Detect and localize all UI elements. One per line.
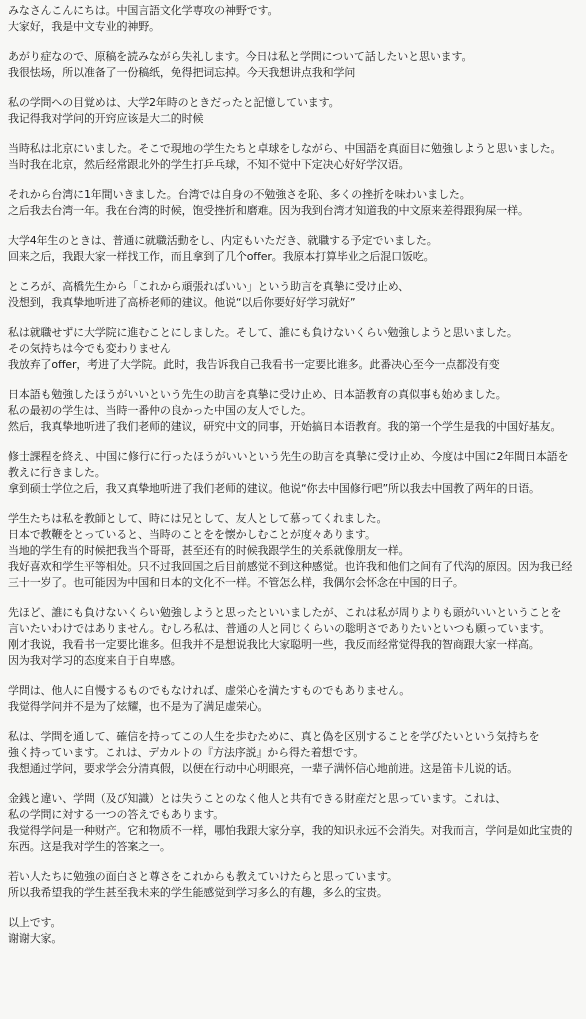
paragraph [8,233,578,265]
text-line: 私の学問に対する一つの答えでもあります。 [8,808,225,821]
text-line: 私は就職せずに大学院に進むことにしました。そして、誰にも負けないくらい勉強しようと思いました。 [8,326,518,339]
paragraph [8,387,578,435]
text-line: 当时我在北京，然后经常跟北外的学生打乒乓球，不知不觉中下定决心好好学汉语。 [8,158,410,171]
paragraph [8,3,578,35]
paragraph [8,279,578,311]
text-line: 日本で教鞭をとっていると、当時のことをを懐かしむことが度々あります。 [8,528,376,541]
text-line: 私は、学問を通して、確信を持ってこの人生を歩むために、真と偽を区別することを学びたいという気持ちを [8,730,540,743]
text-line: 私の最初の学生は、当時一番仲の良かった中国の友人でした。 [8,404,312,417]
text-line: 我觉得学问是一种财产。它和物质不一样，哪怕我跟大家分享，我的知识永远不会消失。对我而言，学问是如此宝贵的 [8,824,573,837]
text-line: 先ほど、誰にも負けないくらい勉強しようと思ったといいましたが、これは私が周りよりも頭がいいということを [8,606,562,619]
text-line: それから台湾に1年間いきました。台湾では自身の不勉強さを恥、多くの挫折を味わいました。 [8,188,471,201]
paragraph [8,869,578,901]
text-line: みなさんこんにちは。中国言語文化学専攻の神野です。 [8,4,279,17]
paragraph [8,729,578,777]
text-line: 強く持っています。これは、デカルトの『方法序説』から得た着想です。 [8,746,365,759]
text-line: 教えに行きました。 [8,466,106,479]
text-line: 大家好，我是中文专业的神野。 [8,20,160,33]
paragraph [8,605,578,669]
text-line: 修士課程を終え、中国に修行に行ったほうがいいという先生の助言を真摯に受け止め、今度は中国に2年間日本語を [8,450,569,463]
text-line: 金銭と違い、学問（及び知識）とは失うことのなく他人と共有できる財産だと思っています。これは、 [8,792,507,805]
paragraph [8,95,578,127]
text-line: 回来之后，我跟大家一样找工作，而且拿到了几个offer。我原本打算毕业之后混口饭吃。 [8,250,435,263]
paragraph [8,141,578,173]
text-line: 日本語も勉強したほうがいいという先生の助言を真摯に受け止め、日本語教育の真似事も始めました。 [8,388,507,401]
text-line: 当時私は北京にいました。そこで現地の学生たちと卓球をしながら、中国語を真面目に勉強しようと思いました。 [8,142,562,155]
paragraph [8,511,578,591]
text-line: 我觉得学问并不是为了炫耀，也不是为了满足虚荣心。 [8,700,269,713]
text-line: 我放弃了offer，考进了大学院。此时，我告诉我自己我看书一定要比谁多。此番决心至今一点都没有变 [8,358,500,371]
text-line: 学生たちは私を教師として、時には兄として、友人として慕ってくれました。 [8,512,388,525]
paragraph [8,449,578,497]
text-line: 然后，我真挚地听进了我们老师的建议，研究中文的同事，开始搞日本语教育。我的第一个学生是我的中国好基友。 [8,420,562,433]
text-line: 拿到硕士学位之后，我又真挚地听进了我们老师的建议。他说“你去中国修行吧”所以我去中国教了两年的日语。 [8,482,540,495]
text-line: 学問は、他人に自慢するものでもなければ、虚栄心を満たすものでもありません。 [8,684,411,697]
paragraph [8,683,578,715]
text-line: 以上です。 [8,916,62,929]
paragraph [8,49,578,81]
text-line: 所以我希望我的学生甚至我未来的学生能感觉到学习多么的有趣，多么的宝贵。 [8,886,388,899]
text-line: 因为我对学习的态度来自于自卑感。 [8,654,182,667]
text-line: 东西。这是我对学生的答案之一。 [8,840,171,853]
text-line: その気持ちは今でも変わりません [8,342,171,355]
text-line: 谢谢大家。 [8,932,63,945]
text-line: 刚才我说，我看书一定要比谁多。但我并不是想说我比大家聪明一些，我反而经常觉得我的智商跟大家一样高。 [8,638,540,651]
text-line: あがり症なので、原稿を読みながら失礼します。今日は私と学問について話したいと思います。 [8,50,473,63]
text-line: 三十一岁了。也可能因为中国和日本的文化不一样。不管怎么样，我偶尔会怀念在中国的日子。 [8,576,464,589]
paragraph [8,791,578,855]
text-line: 当地的学生有的时候把我当个哥哥，甚至还有的时候我跟学生的关系就像朋友一样。 [8,544,410,557]
paragraph [8,325,578,373]
text-line: 之后我去台湾一年。我在台湾的时候，饱受挫折和磨难。因为我到台湾才知道我的中文原来差得跟狗屎一样。 [8,204,529,217]
paragraph [8,915,578,947]
text-line: 我记得我对学问的开窍应该是大二的时候 [8,112,204,125]
text-line: 言いたいわけではありません。むしろ私は、普通の人と同じくらいの聡明さでありたいといつも願っています。 [8,622,551,635]
text-line: 我好喜欢和学生平等相处。只不过我回国之后目前感觉不到这种感觉。也许我和他们之间有了代沟的原因。因为我已经 [8,560,573,573]
text-line: 没想到，我真挚地听进了高桥老师的建议。他说“以后你要好好学习就好” [8,296,356,309]
text-line: 我想通过学问，要求学会分清真假，以便在行动中心明眼亮，一辈子满怀信心地前进。这是笛卡儿说的话。 [8,762,518,775]
paragraph [8,187,578,219]
text-line: 若い人たちに勉強の面白さと尊さをこれからも教えていけたらと思っています。 [8,870,398,883]
text-line: 我很怯场，所以准备了一份稿纸，免得把词忘掉。今天我想讲点我和学问 [8,66,356,79]
text-line: ところが、高橋先生から「これから頑張ればいい」という助言を真摯に受け止め、 [8,280,410,293]
text-line: 大学4年生のときは、普通に就職活動をし、内定もいただき、就職する予定でいました。 [8,234,438,247]
text-line: 私の学問への目覚めは、大学2年時のときだったと記憶しています。 [8,96,340,109]
